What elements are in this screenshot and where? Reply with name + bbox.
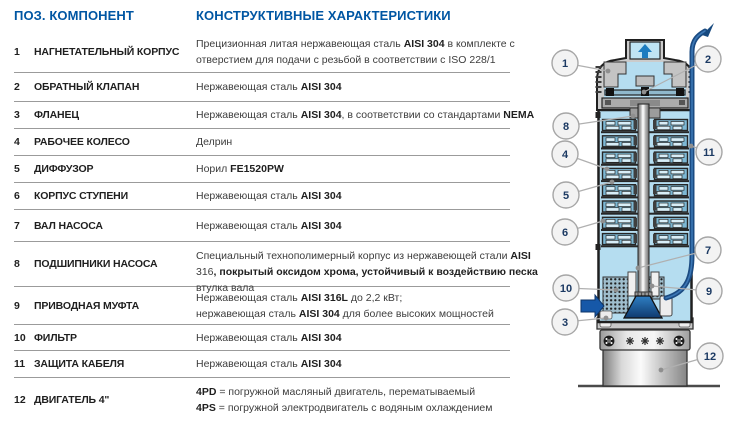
- row-position: 10: [14, 331, 26, 344]
- svg-text:1: 1: [561, 57, 569, 70]
- row-note-overlap: втулка вала: [196, 282, 255, 294]
- svg-text:12: 12: [703, 350, 717, 363]
- svg-text:4: 4: [561, 148, 569, 161]
- row-characteristics: Нержавеющая сталь AISI 316L до 2,2 кВт; нержавеющая сталь AISI 304 для более высоких мощностей: [196, 291, 494, 320]
- row-characteristics: Нержавеющая сталь AISI 304: [196, 358, 342, 370]
- svg-text:10: 10: [559, 282, 573, 295]
- row-component-name: ОБРАТНЫЙ КЛАПАН: [34, 81, 140, 93]
- row-component-name: РАБОЧЕЕ КОЛЕСО: [34, 136, 130, 148]
- row-position: 9: [14, 299, 20, 312]
- row-characteristics: Нержавеющая сталь AISI 304, в соответствии со стандартами NEMA: [196, 109, 535, 121]
- row-position: 12: [14, 394, 26, 406]
- row-component-name: ВАЛ НАСОСА: [34, 219, 103, 232]
- row-component-name: НАГНЕТАТЕЛЬНЫЙ КОРПУС: [34, 46, 180, 58]
- row-position: 3: [14, 109, 20, 121]
- row-characteristics: Нержавеющая сталь AISI 304: [196, 190, 342, 202]
- svg-text:8: 8: [562, 120, 570, 133]
- svg-text:11: 11: [703, 146, 715, 159]
- filter-screen-left: [603, 277, 628, 313]
- svg-text:2: 2: [704, 53, 712, 66]
- row-characteristics: 4PD = погружной масляный двигатель, перематываемый 4PS = погружной электродвигатель с водяным охлаждением: [196, 386, 493, 414]
- row-component-name: КОРПУС СТУПЕНИ: [34, 190, 129, 202]
- row-characteristics: Делрин: [196, 136, 233, 148]
- row-component-name: ФИЛЬТР: [34, 331, 77, 344]
- motor-4in: [597, 318, 693, 386]
- svg-text:7: 7: [704, 244, 712, 257]
- row-component-name: ДИФФУЗОР: [34, 163, 94, 175]
- row-component-name: ЗАЩИТА КАБЕЛЯ: [34, 358, 125, 370]
- row-component-name: ПРИВОДНАЯ МУФТА: [34, 299, 140, 312]
- row-position: 5: [14, 163, 20, 175]
- col-header-pos-component: ПОЗ. КОМПОНЕНТ: [14, 8, 134, 23]
- row-component-name: ПОДШИПНИКИ НАСОСА: [34, 258, 158, 270]
- row-characteristics: Нержавеющая сталь AISI 304: [196, 219, 342, 232]
- row-characteristics: Нержавеющая сталь AISI 304: [196, 331, 342, 344]
- row-position: 2: [14, 81, 20, 93]
- row-position: 11: [14, 358, 26, 370]
- pump-shaft: [638, 104, 649, 292]
- row-position: 1: [14, 46, 20, 58]
- row-characteristics: Нержавеющая сталь AISI 304: [196, 81, 342, 93]
- row-position: 4: [14, 136, 20, 148]
- svg-text:9: 9: [705, 285, 713, 298]
- row-position: 7: [14, 219, 20, 232]
- col-header-characteristics: КОНСТРУКТИВНЫЕ ХАРАКТЕРИСТИКИ: [196, 8, 451, 23]
- row-position: 8: [14, 258, 20, 270]
- row-characteristics: Прецизионная литая нержавеющая сталь AISI 304 в комплекте с отверстием для подачи с резьбой в соответствии с ISO 228/1: [196, 38, 515, 66]
- row-characteristics: Специальный технополимерный корпус из нержавеющей стали AISI 316, покрытый оксидом хрома, устойчивый к воздействию песка: [196, 250, 538, 278]
- row-component-name: ДВИГАТЕЛЬ 4": [34, 394, 110, 406]
- svg-text:3: 3: [561, 316, 569, 329]
- svg-text:6: 6: [561, 226, 569, 239]
- row-characteristics: Норил FE1520PW: [196, 163, 284, 175]
- row-position: 6: [14, 190, 20, 202]
- row-component-name: ФЛАНЕЦ: [34, 109, 79, 121]
- svg-text:5: 5: [562, 189, 570, 202]
